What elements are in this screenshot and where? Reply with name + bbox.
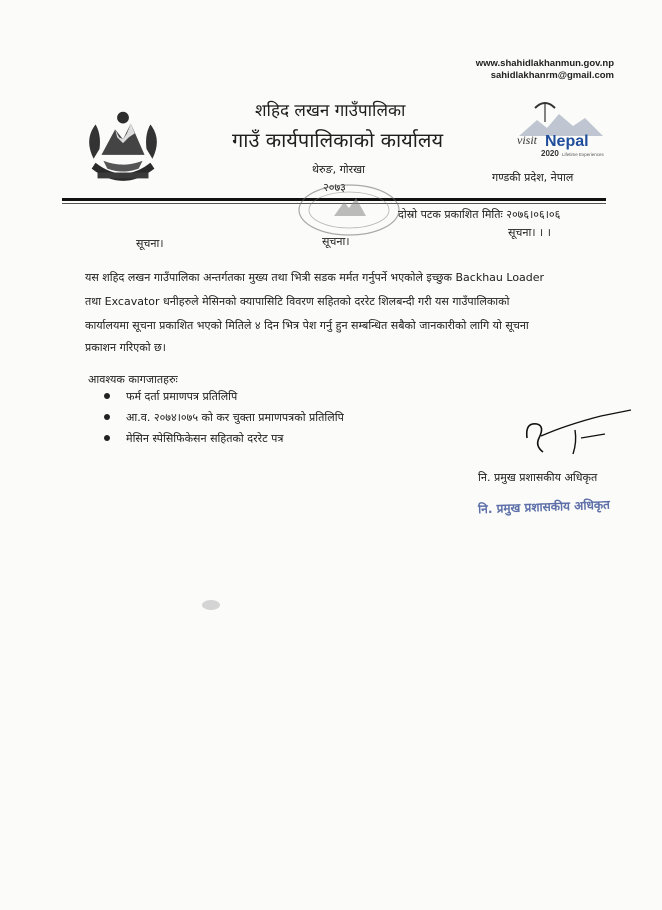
bullet-icon [104, 414, 110, 420]
body-line-2: तथा Excavator धनीहरुले मेसिनको क्यापासिटि विवरण सहितको दररेट शिलबन्दी गरी यस गाउँपालिकाको [85, 295, 510, 308]
signature-icon [515, 408, 635, 463]
office-address: थेरुङ, गोरखा [312, 163, 365, 176]
government-emblem-icon [74, 100, 172, 198]
documents-title: आवश्यक कागजातहरुः [88, 373, 178, 386]
document-item: आ.व. २०७४।०७५ को कर चुक्ता प्रमाणपत्रको प्रतिलिपि [126, 411, 344, 424]
body-line-3: कार्यालयमा सूचना प्रकाशित भएको मितिले ४ दिन भित्र पेश गर्नु हुन सम्बन्धित सबैको जानकारीको लागि यो सूचना [85, 319, 529, 332]
list-item [104, 388, 344, 409]
province-text: गण्डकी प्रदेश, नेपाल [492, 171, 574, 184]
list-item [104, 430, 344, 451]
logo-tagline: Lifetime Experiences [562, 152, 604, 157]
body-line-4: प्रकाशन गरिएको छ। [85, 341, 166, 354]
paper-blotch-icon [200, 598, 222, 612]
office-name: गाउँ कार्यपालिकाको कार्यालय [232, 128, 444, 152]
officer-title: नि. प्रमुख प्रशासकीय अधिकृत [478, 471, 598, 484]
list-item [104, 409, 344, 430]
bullet-icon [104, 393, 110, 399]
visit-nepal-logo [515, 90, 607, 162]
nepal-word: Nepal [545, 133, 589, 150]
documents-list [104, 388, 344, 451]
visit-word: visit [517, 133, 537, 147]
notice-label-left: सूचना। [136, 237, 164, 250]
office-stamp-icon [296, 182, 402, 238]
document-item: फर्म दर्ता प्रमाणपत्र प्रतिलिपि [126, 390, 238, 403]
logo-year: 2020 [541, 149, 559, 158]
municipality-name: शहिद लखन गाउँपालिका [255, 101, 406, 121]
officer-stamp: नि. प्रमुख प्रशासकीय अधिकृत [477, 497, 611, 517]
notice-label-stamp: सूचना। [322, 235, 350, 248]
body-line-1: यस शहिद लखन गाउँपालिका अन्तर्गतका मुख्य तथा भित्री सडक मर्मत गर्नुपर्ने भएकोले इच्छुक Backhau Loader [85, 271, 545, 284]
email-text: sahidlakhanrm@gmail.com [490, 70, 614, 81]
bullet-icon [104, 435, 110, 441]
notice-label-right: सूचना। । । [508, 226, 551, 239]
website-text: www.shahidlakhanmun.gov.np [475, 58, 614, 69]
published-date: दोस्रो पटक प्रकाशित मितिः २०७६।०६।०६ [398, 208, 561, 221]
document-item: मेसिन स्पेसिफिकेसन सहितको दररेट पत्र [126, 432, 284, 445]
established-year: २०७३ [323, 181, 346, 194]
